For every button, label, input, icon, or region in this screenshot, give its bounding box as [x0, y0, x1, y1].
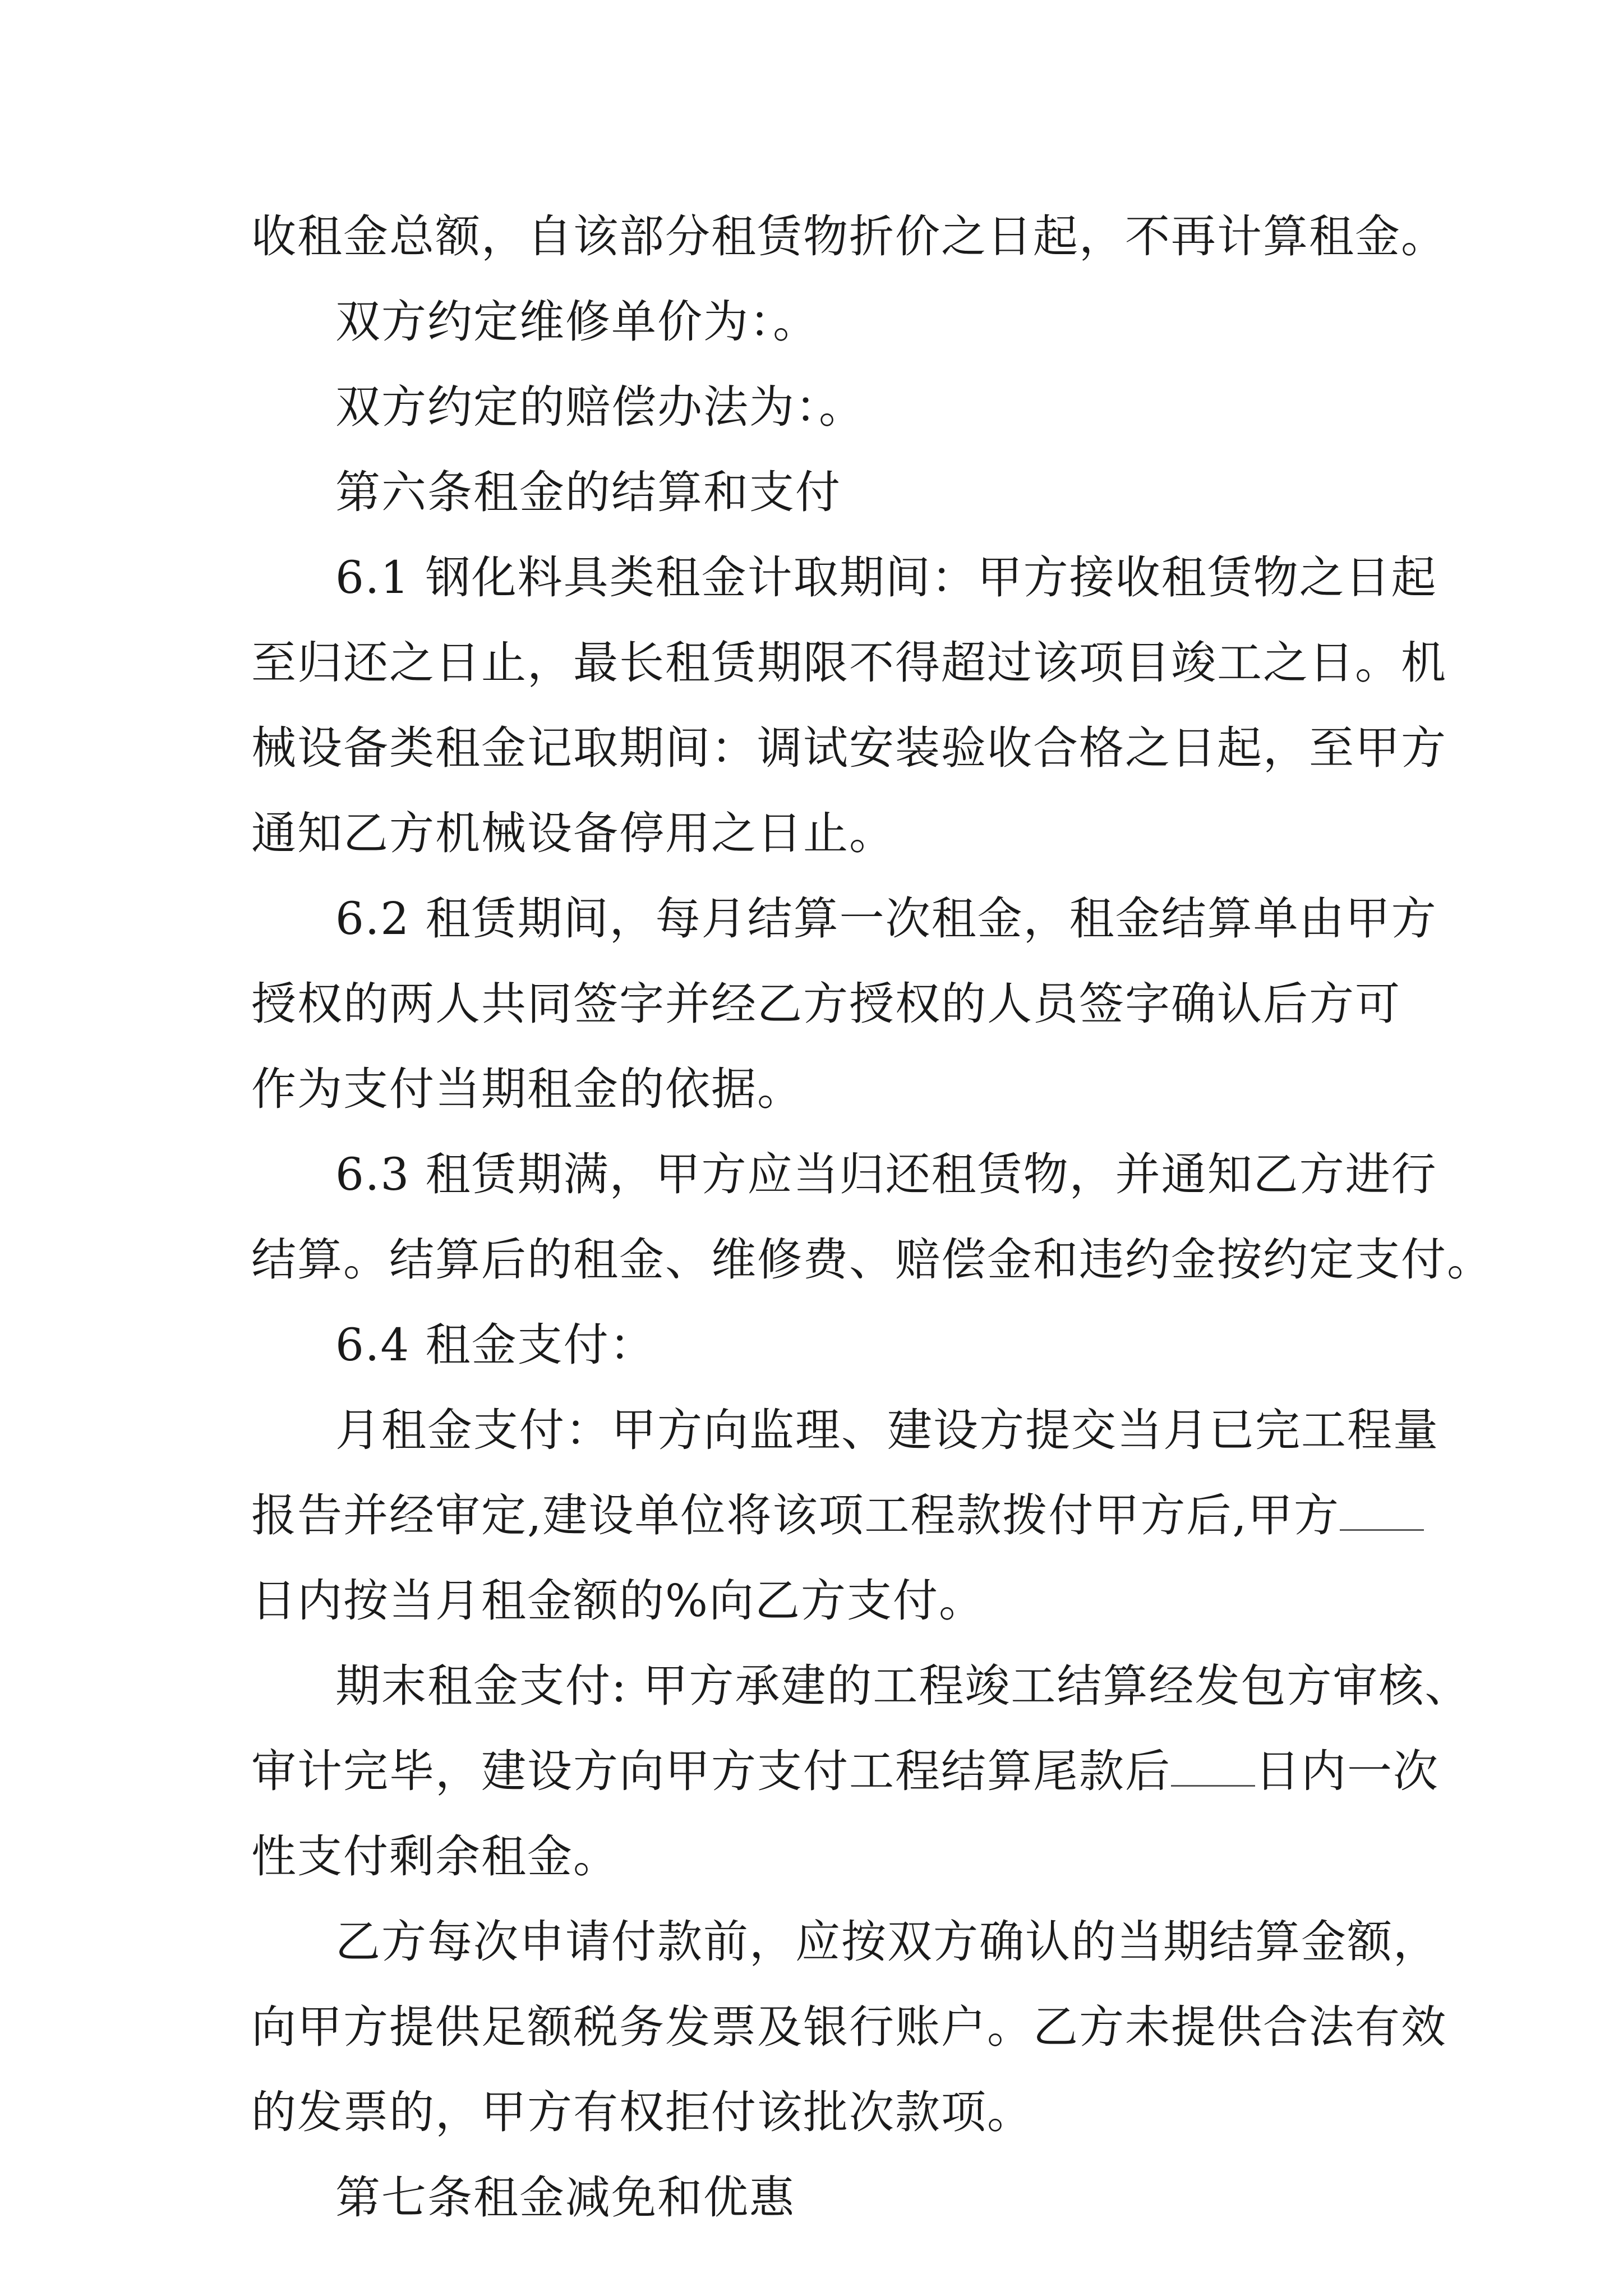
paragraph-line: 通知乙方机械设备停用之日止。 — [251, 807, 895, 859]
paragraph-line: 双方约定维修单价为：。 — [335, 296, 819, 348]
paragraph-line: 械设备类租金记取期间：调试安装验收合格之日起，至甲方 — [251, 722, 1447, 774]
paragraph-line: 乙方每次申请付款前，应按双方确认的当期结算金额， — [335, 1916, 1439, 1968]
paragraph-line: 收租金总额，自该部分租赁物折价之日起，不再计算租金。 — [251, 210, 1447, 263]
paragraph-line: 授权的两人共同签字并经乙方授权的人员签字确认后方可 — [251, 978, 1401, 1030]
paragraph-line: 性支付剩余租金。 — [251, 1830, 619, 1883]
paragraph-line: 的发票的，甲方有权拒付该批次款项。 — [251, 2086, 1033, 2138]
paragraph-line: 向甲方提供足额税务发票及银行账户。乙方未提供合法有效 — [251, 2001, 1447, 2053]
fill-in-blank — [1340, 1490, 1424, 1531]
line-text: 日内一次 — [1255, 1745, 1439, 1797]
paragraph-line: 双方约定的赔偿办法为：。 — [335, 381, 865, 433]
line-text: 审计完毕，建设方向甲方支付工程结算尾款后 — [251, 1745, 1171, 1797]
section-heading: 第七条租金减免和优惠 — [335, 2171, 795, 2224]
paragraph-line: 期末租金支付: 甲方承建的工程竣工结算经发包方审核、 — [335, 1660, 1471, 1712]
paragraph-line — [251, 1743, 1439, 1800]
paragraph-line — [251, 1488, 1424, 1544]
paragraph-line: 日内按当月租金额的%向乙方支付。 — [251, 1575, 985, 1627]
paragraph-line: 结算。结算后的租金、维修费、赔偿金和违约金按约定支付。 — [251, 1234, 1493, 1286]
paragraph-line: 至归还之日止，最长租赁期限不得超过该项目竣工之日。机 — [251, 637, 1447, 689]
line-text: 报告并经审定,建设单位将该项工程款拨付甲方后,甲方 — [251, 1489, 1340, 1542]
paragraph-line: 6.2 租赁期间，每月结算一次租金，租金结算单由甲方 — [335, 892, 1437, 945]
paragraph-line: 6.4 租金支付： — [335, 1319, 656, 1371]
fill-in-blank — [1171, 1746, 1255, 1787]
section-heading: 第六条租金的结算和支付 — [335, 466, 841, 518]
paragraph-line: 作为支付当期租金的依据。 — [251, 1063, 803, 1115]
paragraph-line: 6.3 租赁期满，甲方应当归还租赁物，并通知乙方进行 — [335, 1148, 1437, 1200]
paragraph-line: 6.1 钢化料具类租金计取期间：甲方接收租赁物之日起 — [335, 551, 1437, 604]
paragraph-line: 月租金支付：甲方向监理、建设方提交当月已完工程量 — [335, 1404, 1439, 1456]
